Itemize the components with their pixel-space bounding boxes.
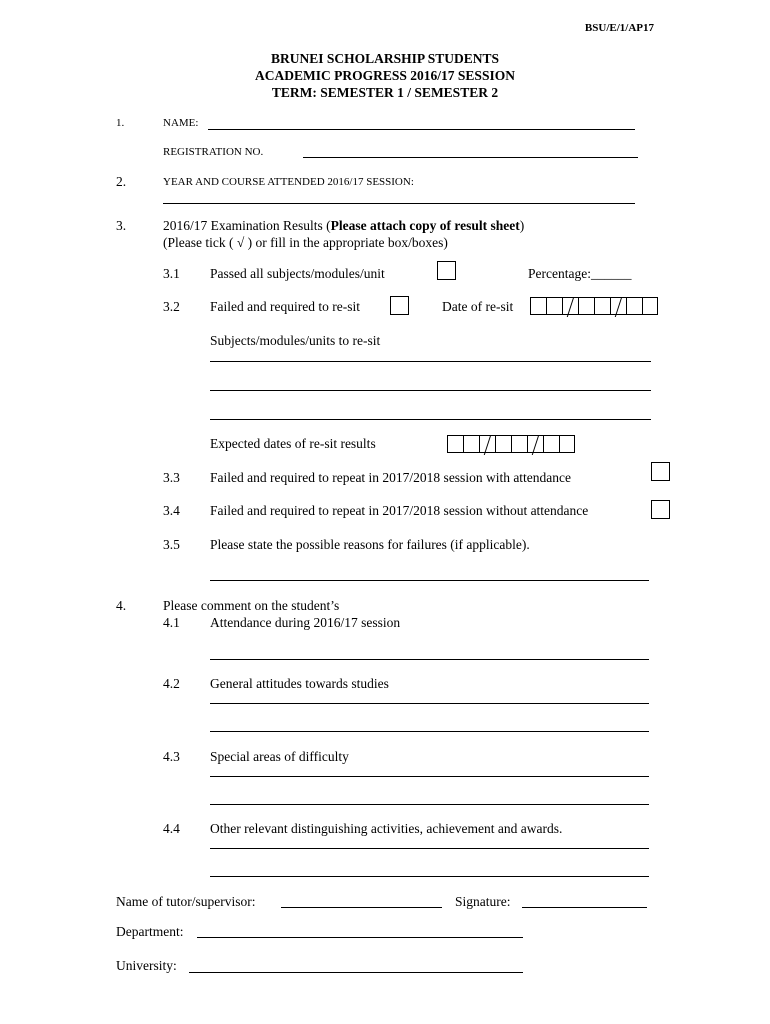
date-separator-box (610, 297, 626, 315)
department-label: Department: (116, 924, 184, 939)
resit-date-label: Date of re-sit (442, 299, 514, 314)
exam-results-text: 2016/17 Examination Results ( (163, 218, 331, 233)
attitudes-comment-line-2[interactable] (210, 731, 649, 732)
activities-comment-line-2[interactable] (210, 876, 649, 877)
name-field[interactable] (208, 129, 635, 130)
signature-field[interactable] (522, 907, 647, 908)
university-field[interactable] (189, 972, 523, 973)
form-title-line-3: TERM: SEMESTER 1 / SEMESTER 2 (271, 85, 499, 100)
exam-results-heading (163, 218, 524, 234)
registration-label: REGISTRATION NO. (163, 146, 264, 158)
form-reference: BSU/E/1/AP17 (584, 22, 654, 34)
resit-subjects-line-1[interactable] (210, 361, 651, 362)
percentage-field[interactable]: Percentage:______ (528, 266, 632, 281)
failure-reasons-field[interactable] (210, 580, 649, 581)
section-3-number: 3. (116, 218, 127, 233)
date-digit-box[interactable] (559, 435, 575, 453)
item-4-3-label: Special areas of difficulty (210, 749, 349, 764)
date-digit-box[interactable] (495, 435, 511, 453)
date-digit-box[interactable] (530, 297, 546, 315)
item-4-1-label: Attendance during 2016/17 session (210, 615, 401, 630)
expected-dates-label: Expected dates of re-sit results (210, 436, 376, 451)
date-digit-box[interactable] (626, 297, 642, 315)
date-digit-box[interactable] (594, 297, 610, 315)
difficulty-comment-line-2[interactable] (210, 804, 649, 805)
department-field[interactable] (197, 937, 523, 938)
item-4-1-number: 4.1 (163, 615, 180, 630)
date-digit-box[interactable] (447, 435, 463, 453)
date-digit-box[interactable] (543, 435, 559, 453)
item-4-4-number: 4.4 (163, 821, 180, 836)
date-separator-box (527, 435, 543, 453)
activities-comment-line-1[interactable] (210, 848, 649, 849)
item-4-3-number: 4.3 (163, 749, 180, 764)
year-course-field[interactable] (163, 203, 635, 204)
date-digit-box[interactable] (511, 435, 527, 453)
section-1-number: 1. (116, 117, 125, 129)
item-3-1-number: 3.1 (163, 266, 180, 281)
item-4-2-label: General attitudes towards studies (210, 676, 389, 691)
repeat-with-attendance-checkbox[interactable] (651, 462, 670, 481)
item-3-2-label: Failed and required to re-sit (210, 299, 360, 314)
resit-subjects-line-3[interactable] (210, 419, 651, 420)
date-digit-box[interactable] (642, 297, 658, 315)
date-digit-box[interactable] (578, 297, 594, 315)
date-separator-box (562, 297, 578, 315)
item-3-1-label: Passed all subjects/modules/unit (210, 266, 385, 281)
tutor-name-label: Name of tutor/supervisor: (116, 894, 256, 909)
item-3-4-number: 3.4 (163, 503, 180, 518)
date-separator-box (479, 435, 495, 453)
item-3-3-label: Failed and required to repeat in 2017/2018 session with attendance (210, 470, 572, 485)
section-2-number: 2. (116, 174, 127, 189)
repeat-without-attendance-checkbox[interactable] (651, 500, 670, 519)
resit-checkbox[interactable] (390, 296, 409, 315)
item-3-5-label: Please state the possible reasons for failures (if applicable). (210, 537, 530, 552)
year-course-label: YEAR AND COURSE ATTENDED 2016/17 SESSION: (163, 176, 414, 188)
resit-subjects-line-2[interactable] (210, 390, 651, 391)
section-4-number: 4. (116, 598, 127, 613)
form-title-line-1: BRUNEI SCHOLARSHIP STUDENTS (270, 51, 500, 66)
item-3-5-number: 3.5 (163, 537, 180, 552)
date-digit-box[interactable] (463, 435, 479, 453)
signature-label: Signature: (455, 894, 511, 909)
comment-heading: Please comment on the student’s (163, 598, 340, 613)
attitudes-comment-line-1[interactable] (210, 703, 649, 704)
expected-date-boxes[interactable] (447, 435, 575, 453)
university-label: University: (116, 958, 177, 973)
item-4-2-number: 4.2 (163, 676, 180, 691)
resit-subjects-label: Subjects/modules/units to re-sit (210, 333, 381, 348)
item-4-4-label: Other relevant distinguishing activities, achievement and awards. (210, 821, 563, 836)
resit-date-boxes[interactable] (530, 297, 658, 315)
passed-all-checkbox[interactable] (437, 261, 456, 280)
date-digit-box[interactable] (546, 297, 562, 315)
attendance-comment-field[interactable] (210, 659, 649, 660)
tutor-name-field[interactable] (281, 907, 442, 908)
tick-instruction: (Please tick ( √ ) or fill in the appropriate box/boxes) (163, 235, 448, 250)
name-label: NAME: (163, 117, 199, 129)
item-3-3-number: 3.3 (163, 470, 180, 485)
item-3-2-number: 3.2 (163, 299, 180, 314)
form-title-line-2: ACADEMIC PROGRESS 2016/17 SESSION (255, 68, 515, 83)
item-3-4-label: Failed and required to repeat in 2017/2018 session without attendance (210, 503, 589, 518)
exam-results-close: ) (519, 218, 525, 233)
registration-field[interactable] (303, 157, 638, 158)
difficulty-comment-line-1[interactable] (210, 776, 649, 777)
attach-result-note: Please attach copy of result sheet (330, 218, 520, 233)
